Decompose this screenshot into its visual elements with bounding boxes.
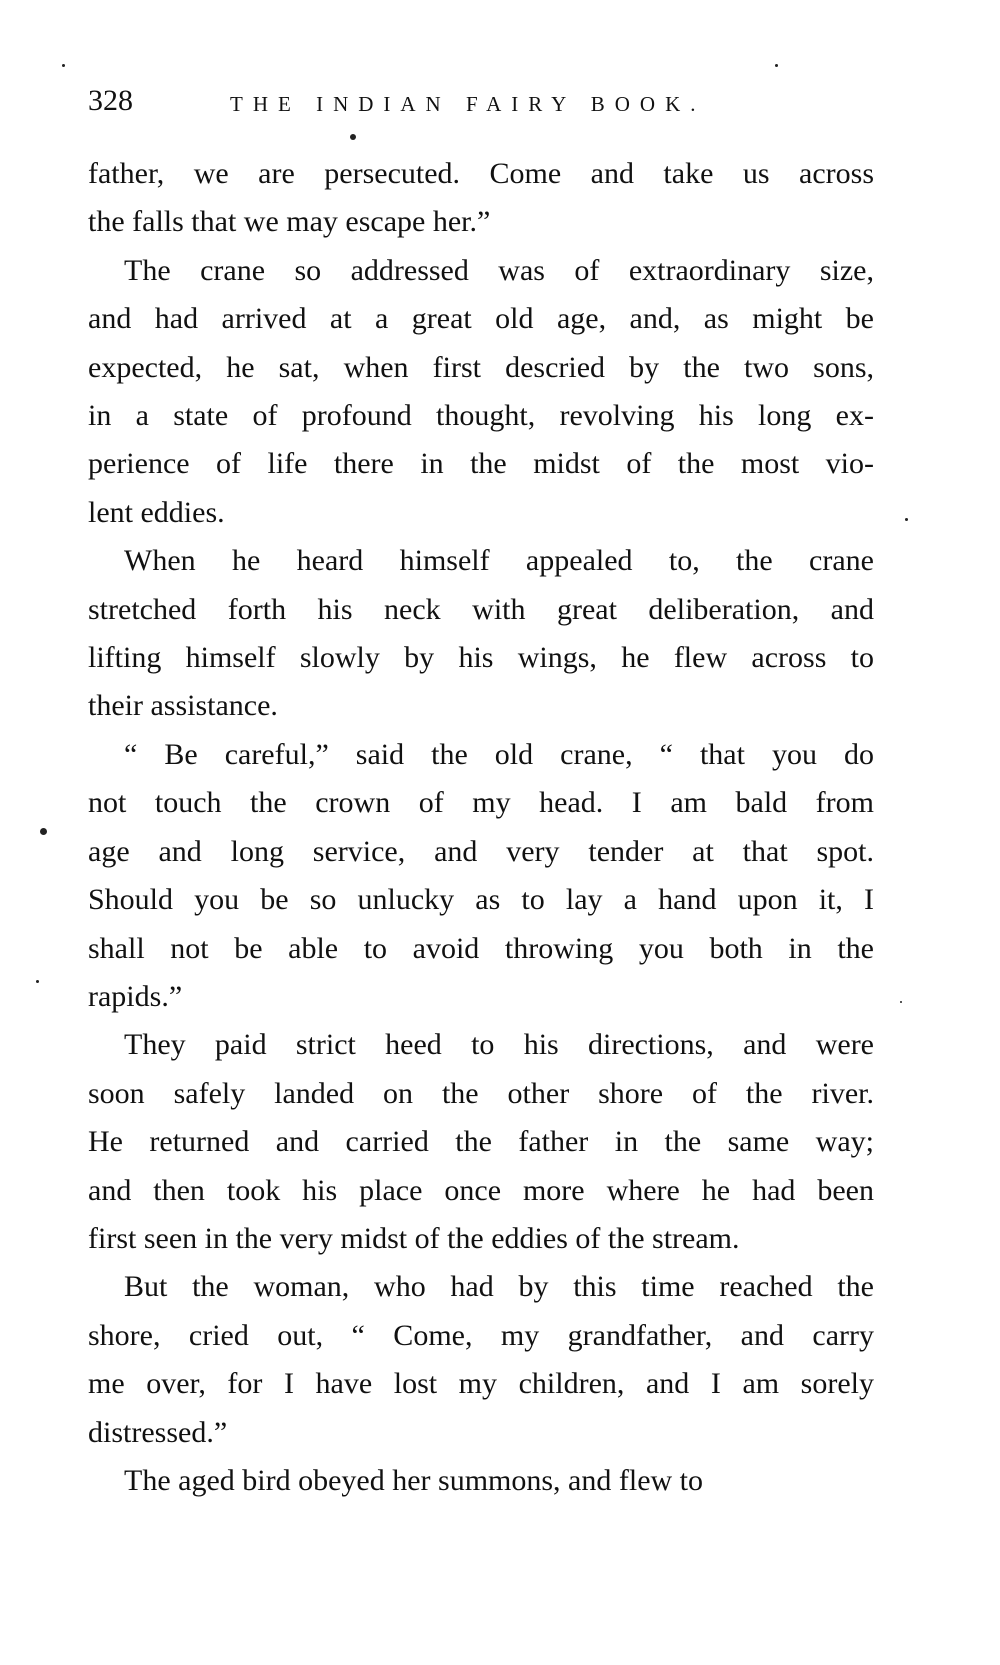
print-speck [350, 134, 356, 140]
text-line: perience of life there in the midst of the most vio- [88, 447, 874, 481]
text-line: soon safely landed on the other shore of the river. [88, 1076, 874, 1110]
text-line: They paid strict heed to his directions, and were [124, 1028, 874, 1062]
text-line: rapids.” [88, 979, 183, 1013]
print-speck [775, 64, 778, 67]
page-number: 328 [88, 84, 133, 117]
text-line: shore, cried out, “ Come, my grandfather, and carry [88, 1318, 874, 1352]
text-line: stretched forth his neck with great deliberation, and [88, 592, 874, 626]
running-head [88, 84, 888, 124]
text-line: age and long service, and very tender at that spot. [88, 834, 874, 868]
print-speck [900, 1001, 902, 1003]
print-speck [62, 64, 65, 67]
text-line: and had arrived at a great old age, and, as might be [88, 302, 874, 336]
text-line: Should you be so unlucky as to lay a hand upon it, I [88, 883, 874, 917]
book-title-header: THE INDIAN FAIRY BOOK. [230, 92, 706, 116]
text-line: He returned and carried the father in the same way; [88, 1125, 874, 1159]
text-line: me over, for I have lost my children, and I am sorely [88, 1367, 874, 1401]
text-line: distressed.” [88, 1415, 228, 1449]
text-line: and then took his place once more where he had been [88, 1173, 874, 1207]
print-speck [36, 980, 39, 983]
text-line: The crane so addressed was of extraordinary size, [124, 253, 874, 287]
text-line: expected, he sat, when first descried by the two sons, [88, 350, 874, 384]
text-line: not touch the crown of my head. I am bald from [88, 786, 874, 820]
text-line: lent eddies. [88, 495, 225, 529]
text-line: When he heard himself appealed to, the crane [124, 544, 874, 578]
print-speck [905, 518, 908, 521]
text-line: shall not be able to avoid throwing you both in the [88, 931, 874, 965]
text-line: The aged bird obeyed her summons, and flew to [124, 1463, 704, 1497]
text-line: lifting himself slowly by his wings, he flew across to [88, 641, 874, 675]
text-line: in a state of profound thought, revolving his long ex- [88, 399, 874, 433]
print-speck [40, 828, 47, 835]
text-line: But the woman, who had by this time reached the [124, 1270, 874, 1304]
text-line: father, we are persecuted. Come and take us across [88, 157, 874, 190]
body-text [88, 150, 874, 1505]
text-line: first seen in the very midst of the eddies of the stream. [88, 1221, 740, 1255]
text-line: their assistance. [88, 689, 278, 723]
text-line: “ Be careful,” said the old crane, “ that you do [124, 737, 874, 771]
text-line: the falls that we may escape her.” [88, 205, 491, 239]
